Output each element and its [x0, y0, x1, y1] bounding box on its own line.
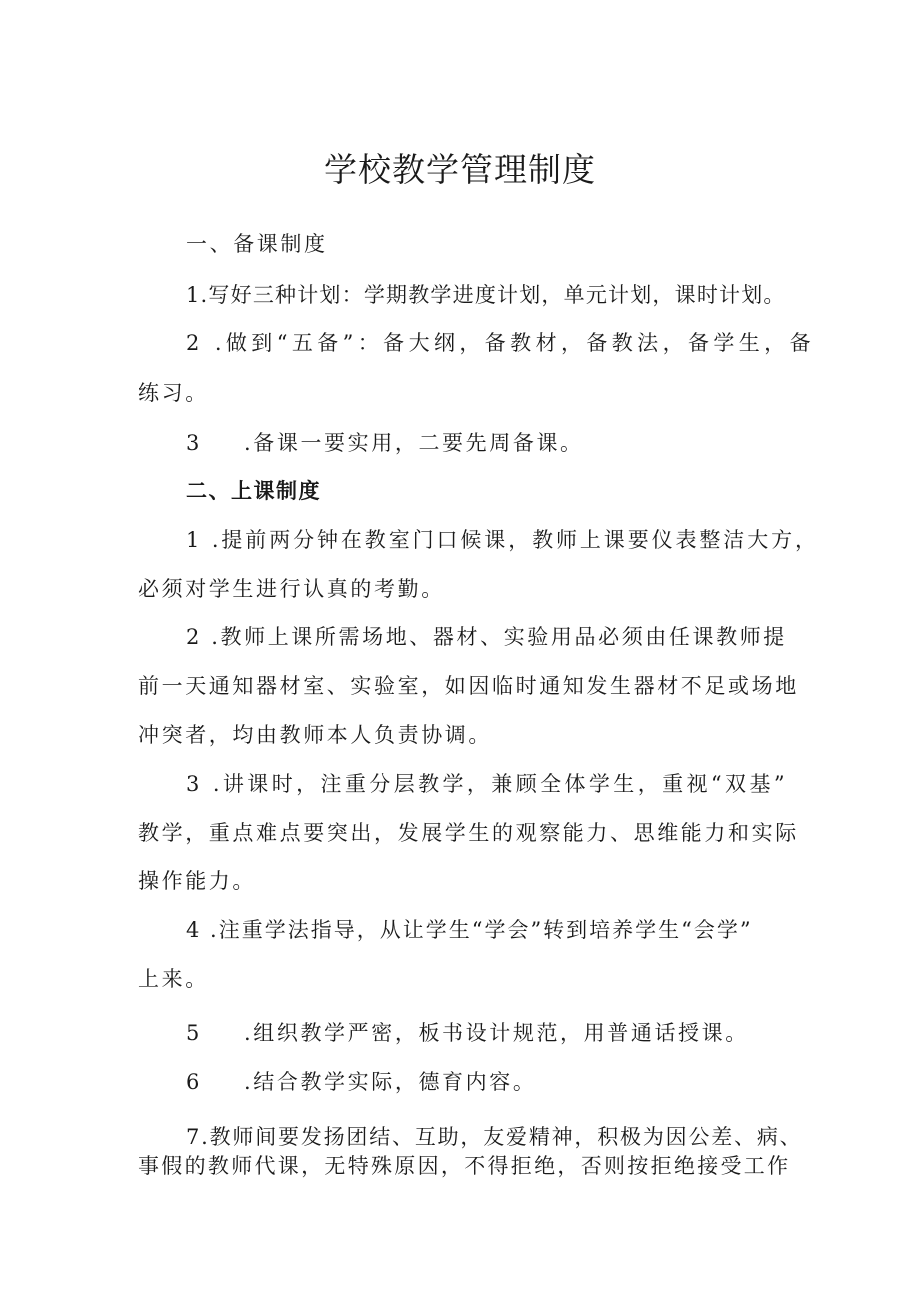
class-item-3-line-3: 操作能力。	[138, 869, 256, 893]
class-item-5-number: 5	[186, 1021, 202, 1045]
lesson-prep-item-3-number: 3	[186, 431, 202, 455]
class-item-2-line-3: 冲突者，均由教师本人负责协调。	[138, 723, 492, 747]
class-item-4-line-1: 4 .注重学法指导，从让学生“学会”转到培养学生“会学”	[186, 918, 753, 942]
document-title: 学校教学管理制度	[324, 150, 596, 189]
lesson-prep-item-2-line-2: 练习。	[138, 381, 209, 405]
lesson-prep-item-3	[186, 428, 584, 458]
class-item-7-line-1: 7.教师间要发扬团结、互助，友爱精神，积极为因公差、病、	[186, 1125, 803, 1149]
class-item-2-line-2: 前一天通知器材室、实验室，如因临时通知发生器材不足或场地	[138, 674, 799, 698]
section-heading-lesson-prep: 一、备课制度	[186, 232, 328, 256]
class-item-5	[186, 1018, 749, 1048]
lesson-prep-item-1: 1.写好三种计划：学期教学进度计划，单元计划，课时计划。	[186, 283, 786, 307]
class-item-7-line-2: 事假的教师代课，无特殊原因，不得拒绝，否则按拒绝接受工作	[138, 1154, 791, 1178]
lesson-prep-item-3-text: .备课一要实用，二要先周备课。	[243, 431, 584, 455]
class-item-6-text: .结合教学实际，德育内容。	[243, 1070, 537, 1094]
class-item-3-line-2: 教学，重点难点要突出，发展学生的观察能力、思维能力和实际	[138, 821, 799, 845]
class-item-3-line-1: 3 .讲课时，注重分层教学，兼顾全体学生，重视“双基”	[186, 772, 788, 796]
class-item-1-line-1: 1 .提前两分钟在教室门口候课，教师上课要仪表整洁大方，	[186, 528, 819, 552]
section-heading-class: 二、上课制度	[186, 479, 321, 503]
class-item-2-line-1: 2 .教师上课所需场地、器材、实验用品必须由任课教师提	[186, 625, 787, 649]
class-item-1-line-2: 必须对学生进行认真的考勤。	[138, 577, 445, 601]
class-item-5-text: .组织教学严密，板书设计规范，用普通话授课。	[243, 1021, 749, 1045]
lesson-prep-item-2-line-1: 2 .做到“五备”：备大纲，备教材，备教法，备学生，备	[186, 331, 815, 355]
class-item-6	[186, 1067, 536, 1097]
class-item-4-line-2: 上来。	[138, 967, 209, 991]
class-item-6-number: 6	[186, 1070, 202, 1094]
